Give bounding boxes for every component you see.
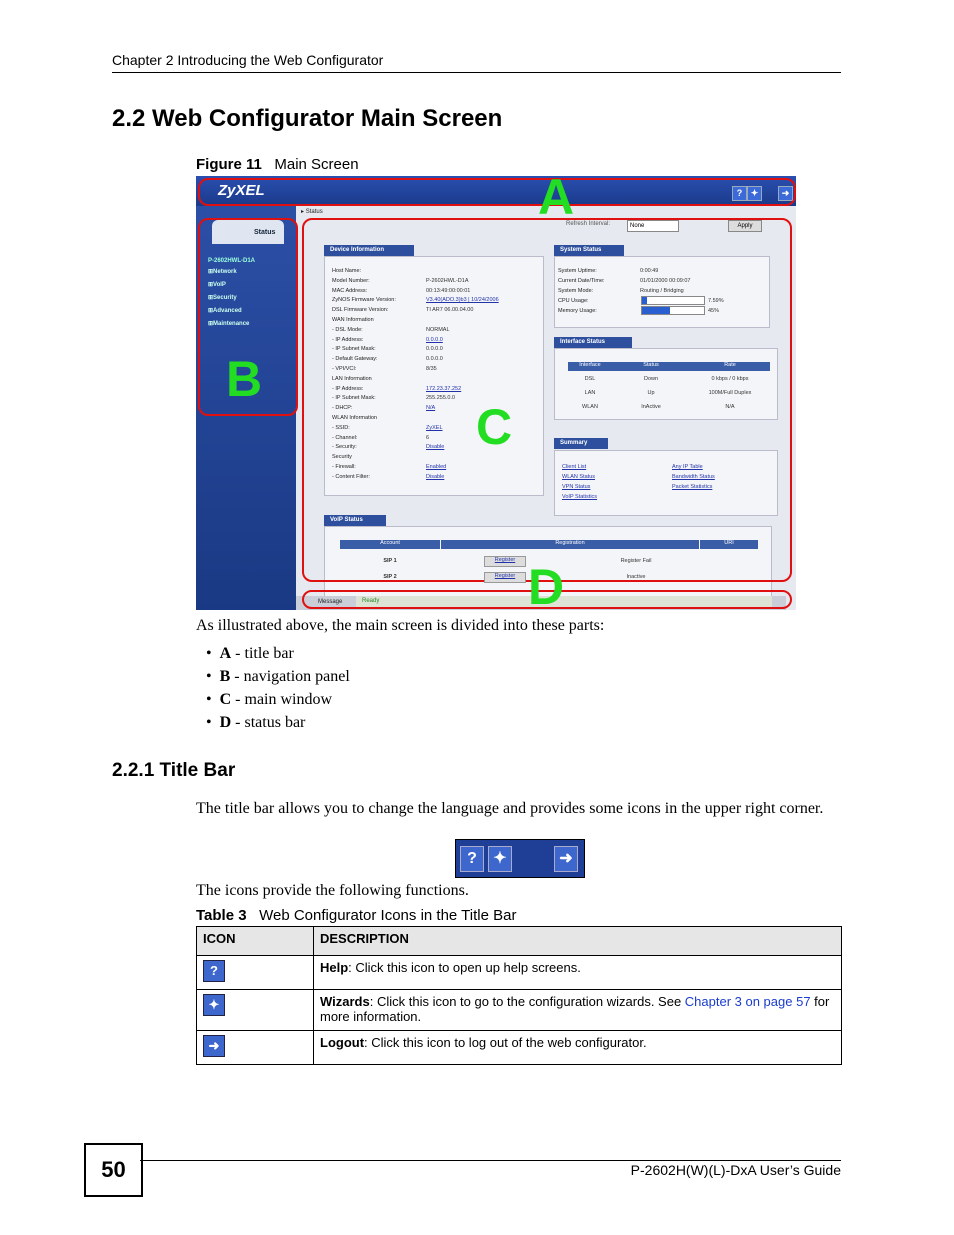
table-header-description: DESCRIPTION bbox=[314, 927, 842, 956]
device-info-key: LAN Information bbox=[332, 375, 372, 382]
icons-table bbox=[196, 926, 842, 1065]
callout-c: C bbox=[476, 399, 513, 455]
voip-status-title: VoIP Status bbox=[324, 515, 386, 526]
zyxel-logo: ZyXEL bbox=[218, 182, 265, 199]
system-status-value: 0:00:49 bbox=[640, 268, 659, 274]
part-b-item: • B - navigation panel bbox=[206, 668, 350, 685]
voip-registration-status: Register Fail bbox=[620, 558, 652, 564]
interface-cell: Up bbox=[647, 390, 655, 396]
device-info-key: - VPI/VCI: bbox=[332, 366, 357, 372]
summary-title: Summary bbox=[554, 438, 608, 449]
interface-header: Rate bbox=[690, 362, 770, 371]
nav-status-tab[interactable]: Status bbox=[212, 220, 284, 244]
status-bar-message: Ready bbox=[356, 596, 772, 607]
interface-cell: InActive bbox=[641, 404, 661, 410]
system-status-title: System Status bbox=[554, 245, 624, 256]
interface-cell: LAN bbox=[584, 390, 596, 396]
device-info-value[interactable]: ZyXEL bbox=[426, 424, 443, 431]
guide-title: P-2602H(W)(L)-DxA User’s Guide bbox=[630, 1162, 841, 1178]
interface-header: Interface bbox=[568, 362, 612, 371]
voip-account: SIP 1 bbox=[383, 558, 397, 564]
nav-item-advanced[interactable]: ⊞Advanced bbox=[208, 308, 242, 314]
system-status-value: 45% bbox=[708, 308, 720, 314]
wizard-icon[interactable]: ✦ bbox=[747, 186, 762, 201]
interface-cell: 100M/Full Duplex bbox=[708, 390, 752, 396]
system-status-key: CPU Usage: bbox=[558, 298, 589, 304]
status-bar-label: Message bbox=[318, 599, 343, 605]
part-d-item: • D - status bar bbox=[206, 714, 306, 731]
wizard-icon: ✦ bbox=[488, 846, 512, 872]
nav-item-maintenance[interactable]: ⊞Maintenance bbox=[208, 321, 250, 327]
chapter-3-link[interactable]: Chapter 3 on page 57 bbox=[684, 994, 811, 1009]
system-status-value: Routing / Bridging bbox=[640, 288, 684, 294]
summary-link[interactable]: Any IP Table bbox=[672, 464, 703, 470]
interface-cell: DSL bbox=[584, 376, 596, 382]
logout-icon: ➜ bbox=[554, 846, 578, 872]
device-info-value[interactable]: V3.40(ADO.3)b3 | 10/24/2006 bbox=[426, 297, 499, 304]
device-info-value[interactable]: 0.0.0.0 bbox=[426, 336, 443, 343]
part-c-item: • C - main window bbox=[206, 691, 333, 708]
device-info-value: 255.255.0.0 bbox=[426, 395, 456, 402]
help-icon: ? bbox=[203, 960, 225, 982]
device-info-value[interactable]: Disable bbox=[426, 473, 445, 480]
device-info-value: NORMAL bbox=[426, 326, 450, 333]
table-header-icon: ICON bbox=[197, 927, 314, 956]
voip-header: Account bbox=[340, 540, 440, 549]
register-button[interactable]: Register bbox=[484, 556, 526, 567]
callout-b: B bbox=[226, 351, 263, 407]
device-info-key: DSL Firmware Version: bbox=[332, 307, 389, 314]
device-info-key: - IP Subnet Mask: bbox=[332, 395, 376, 402]
device-info-value: 0.0.0.0 bbox=[426, 346, 443, 353]
device-info-key: MAC Address: bbox=[332, 287, 368, 294]
title-bar-icons-image bbox=[455, 839, 585, 878]
interface-cell: WLAN bbox=[582, 404, 598, 410]
device-info-value: 0.0.0.0 bbox=[426, 356, 443, 363]
voip-registration-status: Inactive bbox=[626, 574, 646, 580]
device-info-key: WLAN Information bbox=[332, 415, 377, 421]
summary-link[interactable]: Bandwidth Status bbox=[672, 474, 715, 480]
device-info-key: - DSL Mode: bbox=[332, 326, 363, 333]
device-info-key: Security bbox=[332, 454, 352, 461]
device-info-value: TI AR7 06.00.04.00 bbox=[426, 307, 474, 314]
table-row: ✦ Wizards: Click this icon to go to the configuration wizards. See Chapter 3 on page 57 for more information. bbox=[197, 990, 842, 1031]
device-info-key: ZyNOS Firmware Version: bbox=[332, 297, 396, 304]
icons-paragraph: The icons provide the following functions. bbox=[196, 882, 469, 899]
device-info-value[interactable]: Enabled bbox=[426, 464, 447, 470]
device-info-key: - IP Address: bbox=[332, 336, 364, 343]
device-info-value: 00:13:49:00:00:01 bbox=[426, 287, 471, 294]
interface-cell: 0 kbps / 0 kbps bbox=[711, 376, 749, 382]
device-info-value[interactable]: 172.23.37.252 bbox=[426, 385, 462, 392]
system-status-key: System Mode: bbox=[558, 288, 594, 294]
part-a-item: • A - title bar bbox=[206, 645, 294, 662]
device-info-key: - Content Filter: bbox=[332, 473, 370, 480]
device-info-key: Host Name: bbox=[332, 268, 362, 274]
logout-icon: ➜ bbox=[203, 1035, 225, 1057]
device-info-title: Device Information bbox=[324, 245, 414, 256]
page-number: 50 bbox=[84, 1143, 143, 1197]
callout-a-outline bbox=[198, 178, 796, 206]
system-status-key: System Uptime: bbox=[558, 268, 597, 274]
device-info-key: - DHCP: bbox=[332, 405, 353, 412]
callout-d: D bbox=[528, 559, 565, 610]
section-title: 2.2 Web Configurator Main Screen bbox=[112, 105, 503, 132]
device-info-key: - IP Address: bbox=[332, 385, 364, 392]
refresh-label: Refresh Interval: bbox=[566, 221, 611, 227]
interface-header: Status bbox=[612, 362, 690, 371]
device-info-value[interactable]: Disable bbox=[426, 444, 445, 451]
system-status-value: 7.59% bbox=[708, 298, 724, 304]
callout-a: A bbox=[538, 176, 575, 225]
breadcrumb: ▸ Status bbox=[301, 209, 323, 215]
help-icon: ? bbox=[460, 846, 484, 872]
nav-device-name: P-2602HWL-D1A bbox=[208, 258, 256, 264]
voip-header: Registration bbox=[441, 540, 699, 549]
device-info-key: - Default Gateway: bbox=[332, 356, 378, 363]
table-row: ? Help: Click this icon to open up help screens. bbox=[197, 956, 842, 990]
interface-cell: N/A bbox=[725, 404, 735, 410]
system-status-key: Current Date/Time: bbox=[558, 278, 605, 284]
subsection-title: 2.2.1 Title Bar bbox=[112, 760, 236, 781]
nav-item-voip[interactable]: ⊞VoIP bbox=[208, 282, 226, 288]
intro-paragraph: As illustrated above, the main screen is divided into these parts: bbox=[196, 617, 605, 634]
header-rule bbox=[112, 72, 841, 73]
titlebar-paragraph: The title bar allows you to change the language and provides some icons in the upper right corner. bbox=[196, 800, 824, 817]
voip-header: URI bbox=[700, 540, 758, 549]
table-caption: Table 3 Web Configurator Icons in the Title Bar bbox=[196, 907, 517, 924]
device-info-key: - SSID: bbox=[332, 424, 350, 431]
figure-caption: Figure 11 Main Screen bbox=[196, 156, 359, 173]
summary-link[interactable]: VPN Status bbox=[562, 484, 591, 490]
summary-link[interactable]: Client List bbox=[562, 464, 587, 470]
device-info-value[interactable]: N/A bbox=[426, 405, 436, 412]
system-status-value: 01/01/2000 00:09:07 bbox=[640, 278, 691, 284]
device-info-key: Model Number: bbox=[332, 277, 370, 284]
summary-link[interactable]: Packet Statistics bbox=[672, 484, 713, 490]
device-info-key: WAN Information bbox=[332, 317, 374, 323]
refresh-select[interactable]: None bbox=[627, 220, 679, 232]
device-info-key: - IP Subnet Mask: bbox=[332, 346, 376, 353]
register-button[interactable]: Register bbox=[484, 572, 526, 583]
help-icon[interactable]: ? bbox=[732, 186, 747, 201]
summary-link[interactable]: VoIP Statistics bbox=[562, 494, 598, 500]
device-info-value: 8/35 bbox=[426, 366, 437, 372]
running-header: Chapter 2 Introducing the Web Configurator bbox=[112, 52, 384, 68]
table-row: ➜ Logout: Click this icon to log out of the web configurator. bbox=[197, 1031, 842, 1065]
device-info-key: - Security: bbox=[332, 444, 357, 451]
device-info-value: 6 bbox=[426, 434, 430, 441]
footer-rule bbox=[140, 1160, 841, 1161]
apply-button[interactable]: Apply bbox=[728, 220, 762, 232]
nav-item-network[interactable]: ⊞Network bbox=[208, 269, 237, 275]
device-info-value: P-2602HWL-D1A bbox=[426, 277, 469, 284]
summary-link[interactable]: WLAN Status bbox=[562, 474, 596, 480]
table-header-row bbox=[197, 927, 842, 956]
interface-cell: Down bbox=[643, 376, 659, 382]
wizard-icon: ✦ bbox=[203, 994, 225, 1016]
interface-status-title: Interface Status bbox=[554, 337, 632, 348]
voip-account: SIP 2 bbox=[383, 574, 397, 580]
device-info-key: - Firewall: bbox=[332, 464, 356, 470]
device-info-key: - Channel: bbox=[332, 434, 358, 441]
nav-item-security[interactable]: ⊞Security bbox=[208, 295, 237, 301]
system-status-key: Memory Usage: bbox=[558, 308, 597, 314]
logout-icon[interactable]: ➜ bbox=[778, 186, 793, 201]
main-screen-figure bbox=[196, 176, 796, 610]
